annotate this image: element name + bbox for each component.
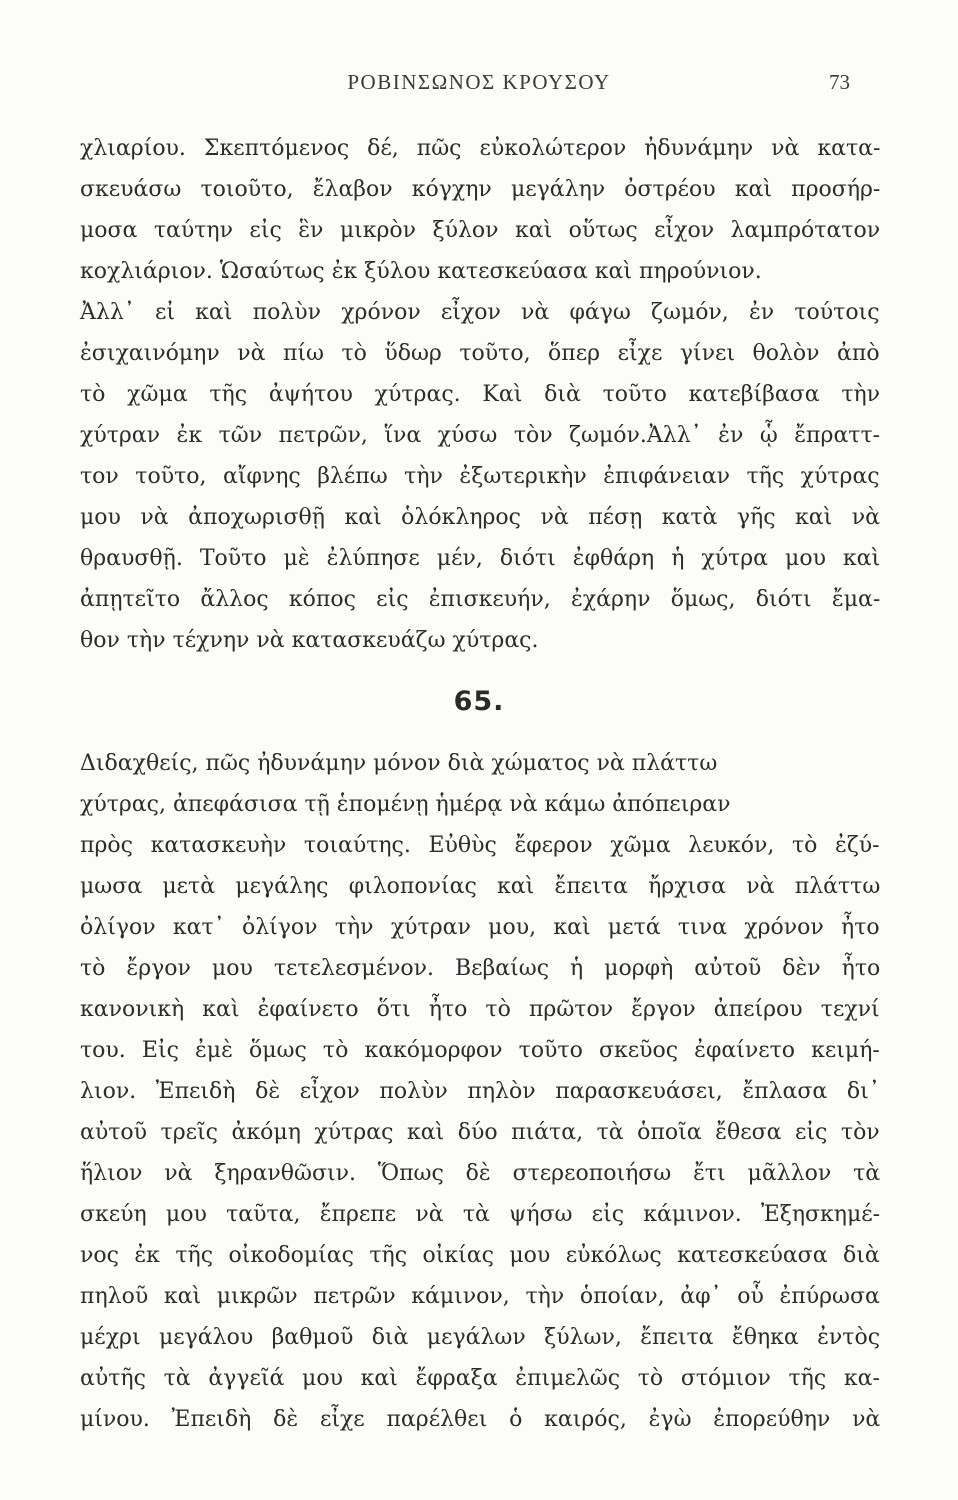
text-line: πρὸς κατασκευὴν τοιαύτης. Εὐθὺς ἔφερον χῶμα λευκόν, τὸ ἐζύ- [80, 833, 880, 858]
text-line: νος ἐκ τῆς οἰκοδομίας τῆς οἰκίας μου εὐκόλως κατεσκεύασα διὰ [80, 1243, 880, 1268]
text-line: μίνου. Ἐπειδὴ δὲ εἶχε παρέλθει ὁ καιρός, ἐγὼ ἐπορεύθην νὰ [80, 1407, 881, 1432]
text-line: χύτρας, ἀπεφάσισα τῇ ἑπομένῃ ἡμέρᾳ νὰ κάμω ἀπόπειραν [80, 792, 731, 817]
running-head [0, 70, 958, 100]
text-line: τὸ χῶμα τῆς ἀψήτου χύτρας. Καὶ διὰ τοῦτο κατεβίβασα τὴν [80, 382, 881, 407]
text-line: Διδαχθείς, πῶς ἠδυνάμην μόνον διὰ χώματος νὰ πλάττω [80, 751, 718, 776]
paragraph-2 [80, 743, 880, 1440]
text-line: μοσα ταύτην εἰς ἓν μικρὸν ξύλον καὶ οὕτως εἶχον λαμπρότατον [80, 218, 881, 243]
text-line: αὐτῆς τὰ ἀγγεῖά μου καὶ ἔφραξα ἐπιμελῶς τὸ στόμιον τῆς κα- [80, 1366, 880, 1391]
text-line: μωσα μετὰ μεγάλης φιλοπονίας καὶ ἔπειτα ἤρχισα νὰ πλάττω [80, 874, 881, 899]
text-line: μου νὰ ἀποχωρισθῇ καὶ ὁλόκληρος νὰ πέσῃ κατὰ γῆς καὶ νὰ [80, 505, 880, 530]
text-line: μέχρι μεγάλου βαθμοῦ διὰ μεγάλων ξύλων, ἔπειτα ἔθηκα ἐντὸς [80, 1325, 881, 1350]
text-line: λιον. Ἐπειδὴ δὲ εἶχον πολὺν πηλὸν παρασκευάσει, ἔπλασα δι᾽ [80, 1079, 880, 1104]
text-line: θραυσθῇ. Τοῦτο μὲ ἐλύπησε μέν, διότι ἐφθάρη ἡ χύτρα μου καὶ [80, 546, 881, 571]
text-line: ἀπῃτεῖτο ἄλλος κόπος εἰς ἐπισκευήν, ἐχάρην ὅμως, διότι ἔμα- [80, 587, 881, 612]
text-line: πηλοῦ καὶ μικρῶν πετρῶν κάμινον, τὴν ὁποίαν, ἀφ᾽ οὗ ἐπύρωσα [80, 1284, 880, 1309]
text-line: κανονικὴ καὶ ἐφαίνετο ὅτι ἦτο τὸ πρῶτον ἔργον ἀπείρου τεχνί [80, 997, 880, 1022]
text-line: σκευάσω τοιοῦτο, ἔλαβον κόγχην μεγάλην ὀστρέου καὶ προσήρ- [80, 177, 881, 202]
text-line: ὀλίγον κατ᾽ ὀλίγον τὴν χύτραν μου, καὶ μετά τινα χρόνον ἦτο [80, 915, 880, 940]
text-line: τὸ ἔργον μου τετελεσμένον. Βεβαίως ἡ μορφὴ αὐτοῦ δὲν ἦτο [80, 956, 881, 981]
text-line: του. Εἰς ἐμὲ ὅμως τὸ κακόμορφον τοῦτο σκεῦος ἐφαίνετο κειμή- [80, 1038, 880, 1063]
paragraph-1 [80, 128, 880, 661]
text-line: σκεύη μου ταῦτα, ἔπρεπε νὰ τὰ ψήσω εἰς κάμινον. Ἐξησκημέ- [80, 1202, 881, 1227]
text-line: χλιαρίου. Σκεπτόμενος δέ, πῶς εὐκολώτερον ἠδυνάμην νὰ κατα- [80, 136, 881, 161]
text-line: ἐσιχαινόμην νὰ πίω τὸ ὕδωρ τοῦτο, ὅπερ εἶχε γίνει θολὸν ἀπὸ [80, 341, 880, 366]
section-number: 65. [453, 686, 505, 717]
text-line: θον τὴν τέχνην νὰ κατασκευάζω χύτρας. [80, 628, 539, 653]
text-line: ἥλιον νὰ ξηρανθῶσιν. Ὅπως δὲ στερεοποιήσω ἔτι μᾶλλον τὰ [80, 1161, 881, 1186]
running-title: ΡΟΒΙΝΣΩΝΟΣ ΚΡΟΥΣΟΥ [347, 70, 611, 94]
text-line: αὐτοῦ τρεῖς ἀκόμη χύτρας καὶ δύο πιάτα, τὰ ὁποῖα ἔθεσα εἰς τὸν [80, 1120, 880, 1145]
text-line: χύτραν ἐκ τῶν πετρῶν, ἵνα χύσω τὸν ζωμόν.Ἀλλ᾽ ἐν ᾧ ἔπραττ- [80, 423, 881, 448]
text-line: κοχλιάριον. Ὡσαύτως ἐκ ξύλου κατεσκεύασα καὶ πηρούνιον. [80, 259, 762, 284]
text-line: Ἀλλ᾽ εἰ καὶ πολὺν χρόνον εἶχον νὰ φάγω ζωμόν, ἐν τούτοις [80, 300, 880, 325]
page-number: 73 [829, 70, 850, 94]
text-line: τον τοῦτο, αἴφνης βλέπω τὴν ἐξωτερικὴν ἐπιφάνειαν τῆς χύτρας [80, 464, 880, 489]
